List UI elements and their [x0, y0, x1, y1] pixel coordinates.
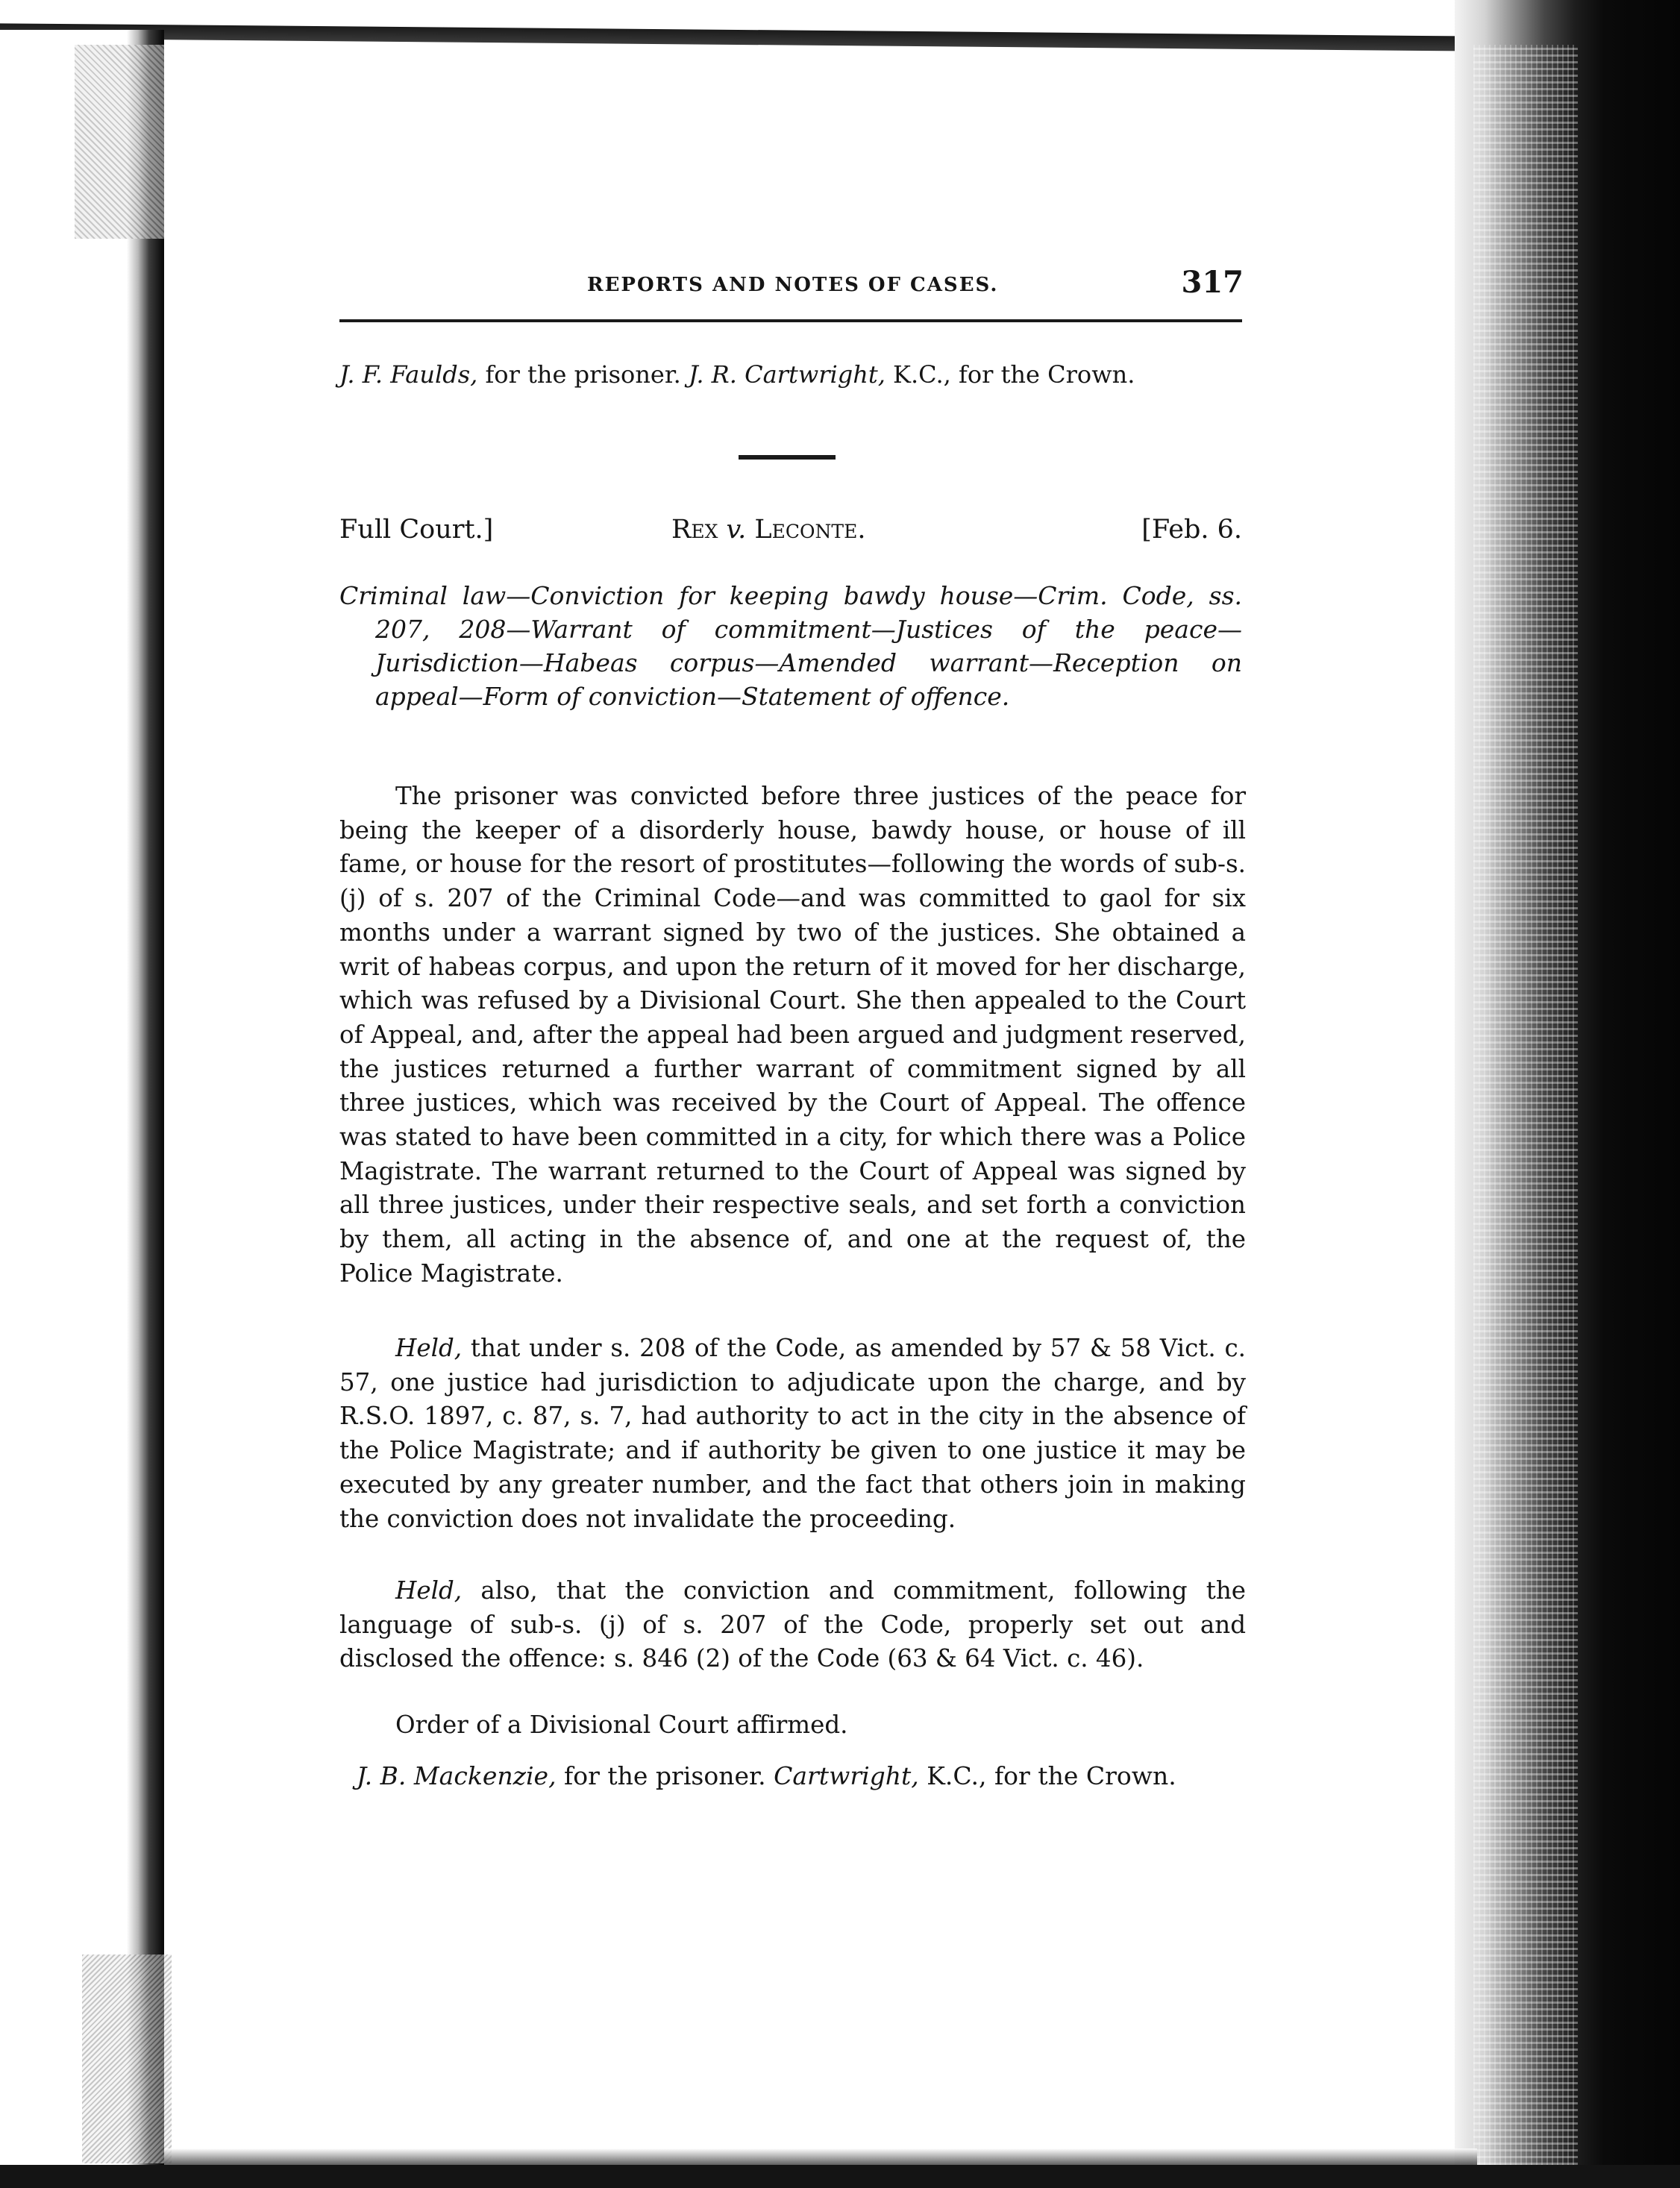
counsel-previous-case	[339, 358, 1242, 392]
running-head	[337, 265, 1244, 302]
case-party-1: Rex	[671, 515, 718, 545]
counsel-name-crown: J. R. Cartwright,	[688, 360, 886, 389]
held-label: Held,	[395, 1334, 463, 1362]
case-versus: v.	[718, 515, 755, 545]
counsel-name-prisoner: J. B. Mackenzie,	[357, 1761, 557, 1790]
case-title	[671, 515, 865, 545]
header-rule	[339, 319, 1242, 322]
holding-text: also, that the conviction and commitment, following the language of sub-s. (j) of s. 207 of the Code, properly set out and disclosed the offence: s. 846 (2) of the Code (63 & 64 Vict. c. 46).	[339, 1576, 1246, 1673]
facts-paragraph: The prisoner was convicted before three justices of the peace for being the keeper of a disorderly house, bawdy house, or house of ill fame, or house for the resort of prostitutes—following the words of sub-s. (j) of s. 207 of the Criminal Code—and was committed to gaol for six months under a warrant signed by two of the justices. She obtained a writ of habeas corpus, and upon the return of it moved for her discharge, which was refused by a Divisional Court. She then appealed to the Court of Appeal, and, after the appeal had been argued and judgment reserved, the justices returned a further warrant of commitment signed by all three justices, which was received by the Court of Appeal. The offence was stated to have been committed in a city, for which there was a Police Magistrate. The warrant returned to the Court of Appeal was signed by all three justices, under their respective seals, and set forth a conviction by them, all acting in the absence of, and one at the request of, the Police Magistrate.	[339, 782, 1246, 1288]
case-separator-rule	[739, 455, 836, 460]
counsel-name-crown: Cartwright,	[774, 1761, 919, 1790]
headnote: Criminal law—Conviction for keeping bawdy house—Crim. Code, ss. 207, 208—Warrant of commitment—Justices of the peace—Jurisdiction—Habeas corpus—Amended warrant—Reception on appeal—Form of conviction—Statement of offence.	[339, 581, 1242, 711]
order-paragraph: Order of a Divisional Court affirmed.	[395, 1711, 848, 1739]
counsel-text: K.C., for the Crown.	[885, 360, 1135, 389]
holding-text: that under s. 208 of the Code, as amended by 57 & 58 Vict. c. 57, one justice had jurisdiction to adjudicate upon the charge, and by R.S.O. 1897, c. 87, s. 7, had authority to act in the city in the absence of the Police Magistrate; and if authority be given to one justice it may be executed by any greater number, and the fact that others join in making the conviction does not invalidate the proceeding.	[339, 1334, 1246, 1533]
counsel-final	[357, 1759, 1246, 1793]
case-heading	[339, 515, 1242, 552]
counsel-text: for the prisoner.	[477, 360, 689, 389]
case-date: [Feb. 6.	[1141, 515, 1242, 545]
running-title: REPORTS AND NOTES OF CASES.	[587, 274, 999, 296]
case-court: Full Court.]	[339, 515, 494, 545]
held-label: Held,	[395, 1576, 463, 1605]
counsel-name-prisoner: J. F. Faulds,	[339, 360, 478, 389]
counsel-text: K.C., for the Crown.	[918, 1761, 1176, 1790]
counsel-text: for the prisoner.	[556, 1761, 774, 1790]
holding-paragraph-2	[339, 1574, 1246, 1676]
page-number: 317	[1181, 265, 1244, 300]
holding-paragraph-1	[339, 1332, 1246, 1536]
case-party-2: Leconte.	[754, 515, 866, 545]
